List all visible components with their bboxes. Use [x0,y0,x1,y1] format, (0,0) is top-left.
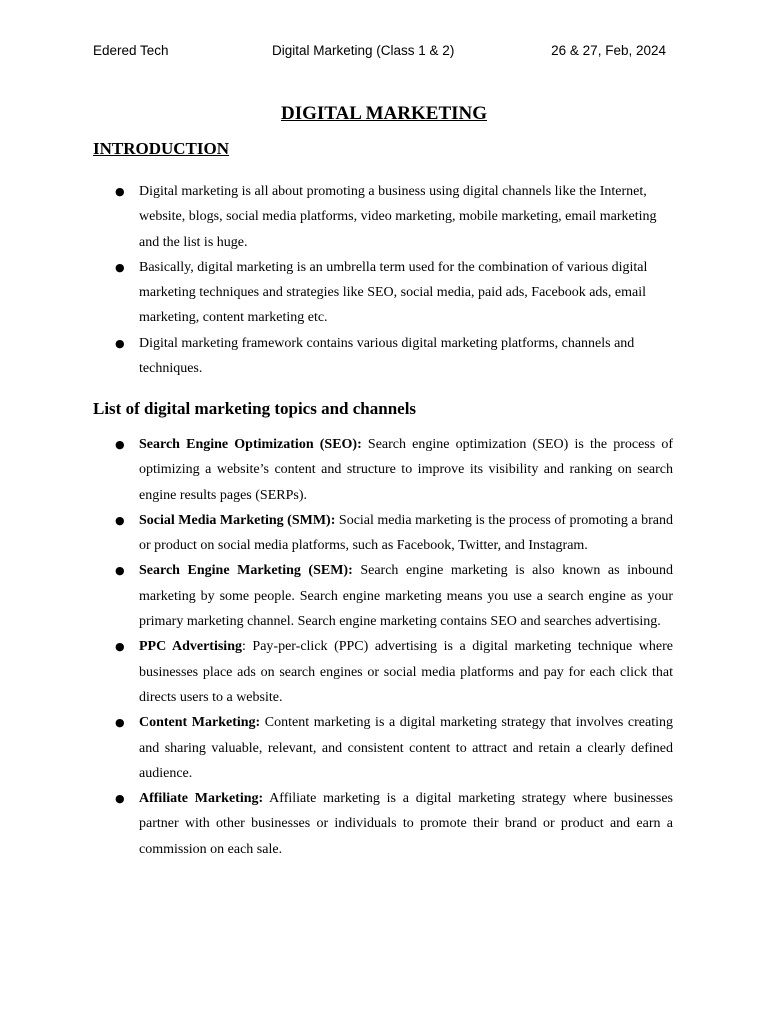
bullet-icon: ● [115,716,125,730]
list-item-text: Digital marketing is all about promoting a business using digital channels like the Internet, website, blogs, social media platforms, video marketing, mobile marketing, email marketing and the list is huge. [139,184,657,250]
bullet-icon: ● [115,792,125,806]
topic-term: Search Engine Optimization (SEO): [139,437,362,452]
list-item [0,432,673,508]
introduction-heading: INTRODUCTION [93,139,230,158]
topic-term: PPC Advertising [139,639,242,655]
topic-description: Content marketing is a digital marketing strategy that involves creating and sharing valuable, relevant, and consistent content to attract and retain a clearly defined audience. [139,715,673,781]
topic-term: Content Marketing: [139,715,261,731]
introduction-list [0,179,768,381]
topics-list [0,432,768,862]
topic-description: Affiliate marketing is a digital marketing strategy where businesses partner with other businesses or individuals to promote their brand or product and earn a commission on each sale. [139,791,673,857]
bullet-icon: ● [115,185,125,198]
header-organization: Edered Tech [93,43,169,58]
document-title: DIGITAL MARKETING [280,103,488,124]
bullet-icon: ● [115,336,125,350]
list-item [0,255,673,331]
list-item-text: Basically, digital marketing is an umbrella term used for the combination of various digital marketing techniques and strategies like SEO, social media, paid ads, Facebook ads, email marketing, content marketing etc. [139,259,648,326]
topic-description: Social media marketing is the process of promoting a brand or product on social media platforms, such as Facebook, Twitter, and Instagram. [139,512,673,554]
list-item [0,634,673,710]
list-item [0,508,673,559]
bullet-icon: ● [115,438,125,451]
topic-term: Social Media Marketing (SMM): [139,512,336,528]
list-item [0,710,673,786]
list-item-text: Digital marketing framework contains various digital marketing platforms, channels and techniques. [139,335,635,377]
bullet-icon: ● [115,513,125,527]
topic-description: Search engine optimization (SEO) is the process of optimizing a website’s content and structure to improve its visibility and ranking on search engine results pages (SERPs). [139,437,673,503]
bullet-icon: ● [115,640,125,654]
topics-heading: List of digital marketing topics and channels [93,399,417,418]
header-date: 26 & 27, Feb, 2024 [551,43,666,58]
topic-description: : Pay-per-click (PPC) advertising is a digital marketing technique where businesses place ads on search engines or social media platforms and pay for each click that directs users to a website. [139,639,673,705]
page-header [0,43,768,61]
topic-description: Search engine marketing is also known as inbound marketing by some people. Search engine marketing means you use a search engine as your primary marketing channel. Search engine marketing contains SEO and searches advertising. [139,563,673,630]
list-item [0,331,673,382]
bullet-icon: ● [115,260,125,274]
list-item [0,179,673,255]
list-item [0,558,673,634]
topic-term: Search Engine Marketing (SEM): [139,563,353,579]
bullet-icon: ● [115,564,125,578]
header-course: Digital Marketing (Class 1 & 2) [272,43,455,58]
topic-term: Affiliate Marketing: [139,791,264,807]
list-item [0,786,673,862]
